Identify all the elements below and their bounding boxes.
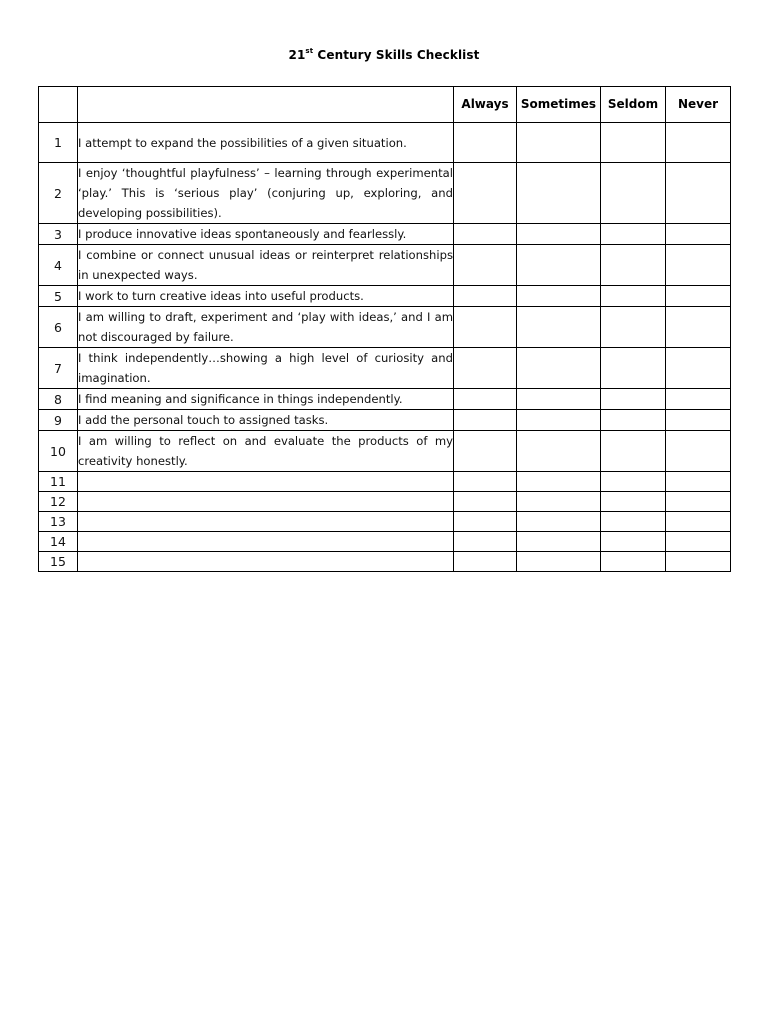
row-statement: I am willing to reflect on and evaluate the products of my creativity honestly.	[78, 431, 454, 472]
row-statement: I attempt to expand the possibilities of a given situation.	[78, 123, 454, 163]
sometimes-cell[interactable]	[517, 307, 601, 348]
row-number: 2	[39, 163, 78, 224]
always-cell[interactable]	[454, 410, 517, 431]
always-cell[interactable]	[454, 245, 517, 286]
seldom-cell[interactable]	[601, 472, 666, 492]
never-cell[interactable]	[666, 389, 731, 410]
header-sometimes: Sometimes	[517, 87, 601, 123]
row-number: 4	[39, 245, 78, 286]
row-number: 14	[39, 532, 78, 552]
sometimes-cell[interactable]	[517, 512, 601, 532]
always-cell[interactable]	[454, 286, 517, 307]
always-cell[interactable]	[454, 163, 517, 224]
sometimes-cell[interactable]	[517, 552, 601, 572]
row-number: 3	[39, 224, 78, 245]
never-cell[interactable]	[666, 532, 731, 552]
row-statement: I add the personal touch to assigned tasks.	[78, 410, 454, 431]
row-statement[interactable]	[78, 472, 454, 492]
seldom-cell[interactable]	[601, 512, 666, 532]
always-cell[interactable]	[454, 431, 517, 472]
never-cell[interactable]	[666, 307, 731, 348]
sometimes-cell[interactable]	[517, 348, 601, 389]
sometimes-cell[interactable]	[517, 224, 601, 245]
table-row	[39, 532, 731, 552]
sometimes-cell[interactable]	[517, 123, 601, 163]
title-prefix: 21	[288, 48, 306, 62]
always-cell[interactable]	[454, 532, 517, 552]
seldom-cell[interactable]	[601, 286, 666, 307]
header-statement	[78, 87, 454, 123]
table-row	[39, 472, 731, 492]
seldom-cell[interactable]	[601, 163, 666, 224]
row-number: 6	[39, 307, 78, 348]
never-cell[interactable]	[666, 552, 731, 572]
sometimes-cell[interactable]	[517, 245, 601, 286]
row-number: 12	[39, 492, 78, 512]
sometimes-cell[interactable]	[517, 286, 601, 307]
always-cell[interactable]	[454, 472, 517, 492]
sometimes-cell[interactable]	[517, 431, 601, 472]
row-statement[interactable]	[78, 492, 454, 512]
row-statement: I find meaning and significance in things independently.	[78, 389, 454, 410]
seldom-cell[interactable]	[601, 532, 666, 552]
never-cell[interactable]	[666, 123, 731, 163]
always-cell[interactable]	[454, 123, 517, 163]
table-row	[39, 552, 731, 572]
always-cell[interactable]	[454, 348, 517, 389]
seldom-cell[interactable]	[601, 492, 666, 512]
table-row	[39, 431, 731, 472]
row-number: 13	[39, 512, 78, 532]
seldom-cell[interactable]	[601, 431, 666, 472]
row-number: 8	[39, 389, 78, 410]
row-statement: I combine or connect unusual ideas or reinterpret relationships in unexpected ways.	[78, 245, 454, 286]
always-cell[interactable]	[454, 224, 517, 245]
seldom-cell[interactable]	[601, 410, 666, 431]
never-cell[interactable]	[666, 163, 731, 224]
header-always: Always	[454, 87, 517, 123]
table-row	[39, 307, 731, 348]
sometimes-cell[interactable]	[517, 389, 601, 410]
always-cell[interactable]	[454, 552, 517, 572]
seldom-cell[interactable]	[601, 307, 666, 348]
row-statement: I am willing to draft, experiment and ‘play with ideas,’ and I am not discouraged by failure.	[78, 307, 454, 348]
row-statement[interactable]	[78, 512, 454, 532]
row-number: 7	[39, 348, 78, 389]
table-row	[39, 410, 731, 431]
never-cell[interactable]	[666, 286, 731, 307]
always-cell[interactable]	[454, 307, 517, 348]
never-cell[interactable]	[666, 245, 731, 286]
title-superscript: st	[305, 47, 314, 55]
never-cell[interactable]	[666, 492, 731, 512]
always-cell[interactable]	[454, 492, 517, 512]
never-cell[interactable]	[666, 472, 731, 492]
row-statement: I produce innovative ideas spontaneously and fearlessly.	[78, 224, 454, 245]
seldom-cell[interactable]	[601, 552, 666, 572]
header-seldom: Seldom	[601, 87, 666, 123]
table-row	[39, 286, 731, 307]
row-statement[interactable]	[78, 532, 454, 552]
seldom-cell[interactable]	[601, 348, 666, 389]
never-cell[interactable]	[666, 431, 731, 472]
sometimes-cell[interactable]	[517, 532, 601, 552]
table-header-row	[39, 87, 731, 123]
header-never: Never	[666, 87, 731, 123]
sometimes-cell[interactable]	[517, 410, 601, 431]
sometimes-cell[interactable]	[517, 163, 601, 224]
table-row	[39, 245, 731, 286]
page-title	[0, 48, 768, 62]
never-cell[interactable]	[666, 348, 731, 389]
row-statement: I work to turn creative ideas into useful products.	[78, 286, 454, 307]
row-number: 11	[39, 472, 78, 492]
table-row	[39, 389, 731, 410]
row-number: 5	[39, 286, 78, 307]
always-cell[interactable]	[454, 389, 517, 410]
seldom-cell[interactable]	[601, 245, 666, 286]
row-statement[interactable]	[78, 552, 454, 572]
table-row	[39, 163, 731, 224]
seldom-cell[interactable]	[601, 389, 666, 410]
sometimes-cell[interactable]	[517, 472, 601, 492]
seldom-cell[interactable]	[601, 123, 666, 163]
row-number: 1	[39, 123, 78, 163]
row-number: 10	[39, 431, 78, 472]
row-statement: I enjoy ‘thoughtful playfulness’ – learning through experimental ‘play.’ This is ‘serious play’ (conjuring up, exploring, and developing possibilities).	[78, 163, 454, 224]
table-row	[39, 224, 731, 245]
never-cell[interactable]	[666, 512, 731, 532]
skills-checklist-table	[38, 86, 731, 572]
never-cell[interactable]	[666, 410, 731, 431]
header-number	[39, 87, 78, 123]
title-suffix: Century Skills Checklist	[313, 48, 480, 62]
table-row	[39, 348, 731, 389]
sometimes-cell[interactable]	[517, 492, 601, 512]
row-statement: I think independently…showing a high level of curiosity and imagination.	[78, 348, 454, 389]
table-row	[39, 123, 731, 163]
row-number: 9	[39, 410, 78, 431]
table-row	[39, 492, 731, 512]
row-number: 15	[39, 552, 78, 572]
seldom-cell[interactable]	[601, 224, 666, 245]
never-cell[interactable]	[666, 224, 731, 245]
table-row	[39, 512, 731, 532]
always-cell[interactable]	[454, 512, 517, 532]
